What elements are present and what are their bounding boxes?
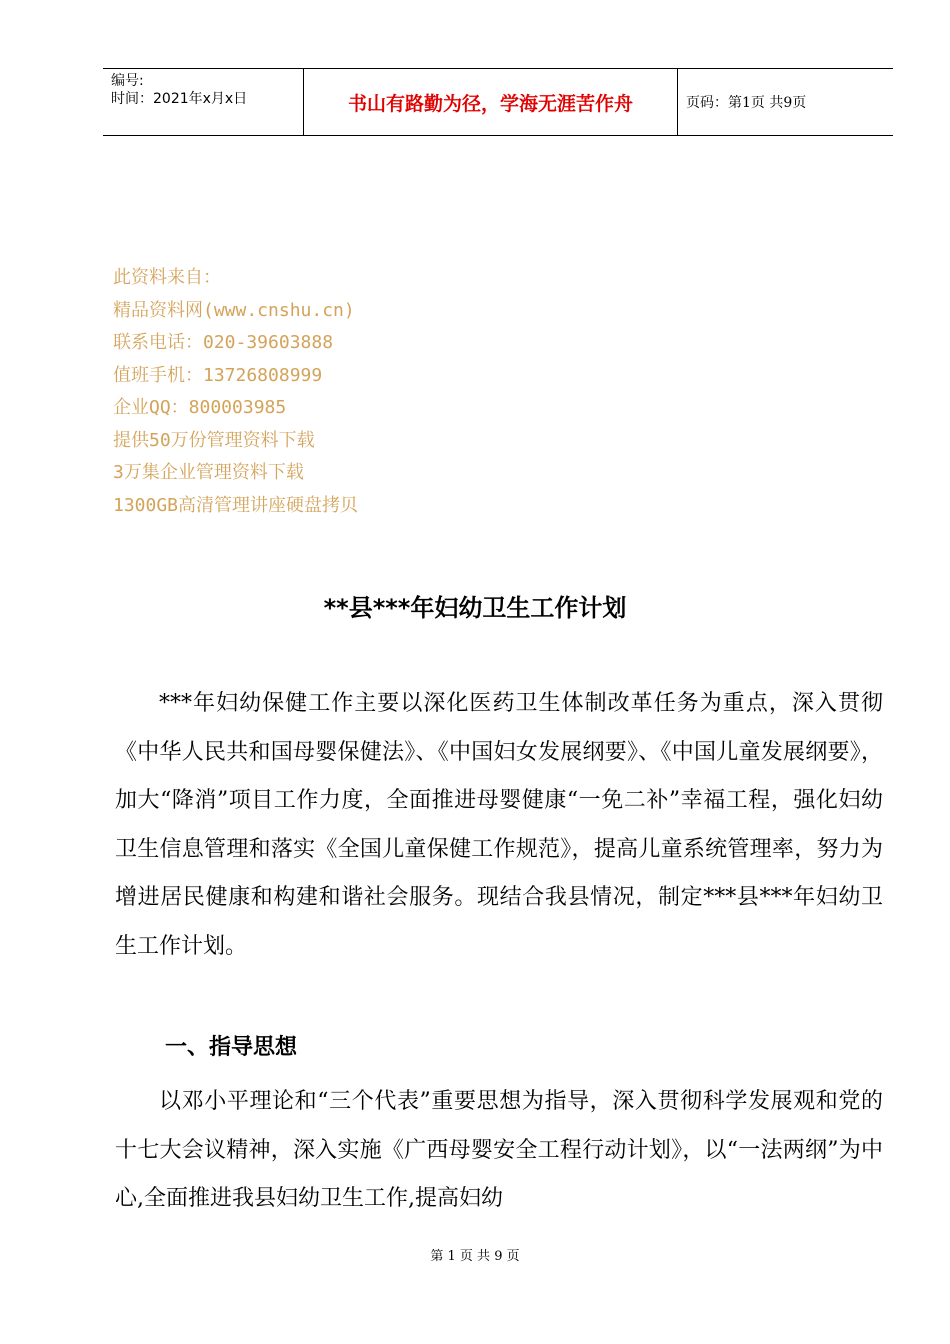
source-line: 企业QQ：800003985: [113, 397, 287, 418]
source-line: 提供50万份管理资料下载: [113, 429, 315, 451]
paragraph-intro: ***年妇幼保健工作主要以深化医药卫生体制改革任务为重点，深入贯彻《中华人民共和国母婴保健法》、《中国妇女发展纲要》、《中国儿童发展纲要》，加大“降消”项目工作力度，全面推进母婴健康“一免二补”幸福工程，强化妇幼卫生信息管理和落实《全国儿童保健工作规范》，提高儿童系统管理率，努力为增进居民健康和构建和谐社会服务。现结合我县情况，制定***县***年妇幼卫生工作计划。: [115, 691, 883, 959]
document-title: **县***年妇幼卫生工作计划: [323, 594, 627, 622]
section-heading: 一、指导思想: [165, 1035, 298, 1060]
page-footer: 第 1 页 共 9 页: [430, 1249, 520, 1264]
header-meta: [103, 69, 304, 135]
number-label: 编号:: [111, 73, 144, 89]
page-header: [103, 68, 893, 136]
source-info-block: [113, 262, 358, 522]
source-line: 此资料来自：: [113, 267, 221, 288]
source-line: 联系电话：020-39603888: [113, 332, 334, 353]
paragraph-guiding-thought: 以邓小平理论和“三个代表”重要思想为指导，深入贯彻科学发展观和党的十七大会议精神，深入实施《广西母婴安全工程行动计划》，以“一法两纲”为中心,全面推进我县妇幼卫生工作,提高妇幼: [115, 1089, 883, 1212]
source-line: 3万集企业管理资料下载: [113, 462, 304, 483]
source-line: 值班手机：13726808999: [113, 364, 323, 386]
source-line: 1300GB高清管理讲座硬盘拷贝: [113, 494, 359, 516]
header-page-info: 页码：第1页 共9页: [686, 95, 807, 111]
time-label: 时间：2021年x月x日: [111, 91, 248, 107]
source-line: 精品资料网(www.cnshu.cn): [113, 299, 355, 321]
header-motto: 书山有路勤为径，学海无涯苦作舟: [304, 69, 678, 135]
